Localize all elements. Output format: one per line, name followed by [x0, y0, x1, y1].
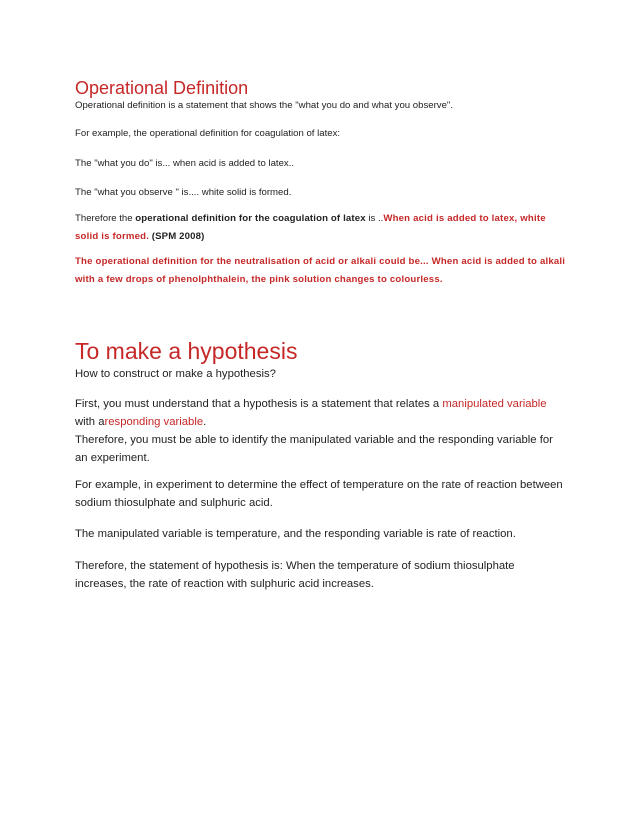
therefore-prefix: Therefore the	[75, 213, 136, 224]
therefore-middle: is ..	[365, 213, 384, 224]
therefore-paragraph	[75, 210, 567, 245]
bold-phrase: operational definition for the coagulation of latex	[135, 213, 366, 224]
identify-paragraph: Therefore, you must be able to identify the manipulated variable and the responding variable for an experiment.	[75, 434, 553, 465]
section-title-hypothesis: To make a hypothesis	[75, 338, 298, 364]
neutralisation-paragraph: The operational definition for the neutralisation of acid or alkali could be... When acid is added to alkali with a few drops of phenolphthalein, the pink solution changes to colourless.	[75, 256, 566, 285]
what-you-do-paragraph: The "what you do" is... when acid is added to latex..	[75, 158, 295, 169]
answer-text: When acid is added to latex, white solid is formed.	[75, 213, 546, 242]
spm-reference: (SPM 2008)	[151, 230, 205, 242]
first-paragraph	[75, 395, 565, 431]
first-middle: with a	[75, 416, 105, 429]
first-prefix: First, you must understand that a hypothesis is a statement that relates a	[75, 398, 443, 410]
hypothesis-statement-paragraph: Therefore, the statement of hypothesis is: When the temperature of sodium thiosulphate increases, the rate of reaction with sulphuric acid increases.	[75, 560, 515, 591]
definition-paragraph: Operational definition is a statement that shows the "what you do and what you observe".	[75, 100, 453, 111]
variables-paragraph: The manipulated variable is temperature, and the responding variable is rate of reaction.	[75, 528, 516, 540]
responding-variable-term: responding variable	[104, 416, 204, 429]
example-paragraph: For example, in experiment to determine the effect of temperature on the rate of reaction between sodium thiosulphate and sulphuric acid.	[75, 479, 563, 510]
first-suffix: .	[203, 416, 207, 429]
manipulated-variable-term: manipulated variable	[442, 398, 547, 410]
section-title-operational-definition: Operational Definition	[75, 78, 249, 98]
what-you-observe-paragraph: The "what you observe " is.... white solid is formed.	[75, 187, 292, 198]
example-intro-paragraph: For example, the operational definition for coagulation of latex:	[75, 128, 341, 139]
hypothesis-question: How to construct or make a hypothesis?	[75, 368, 276, 380]
